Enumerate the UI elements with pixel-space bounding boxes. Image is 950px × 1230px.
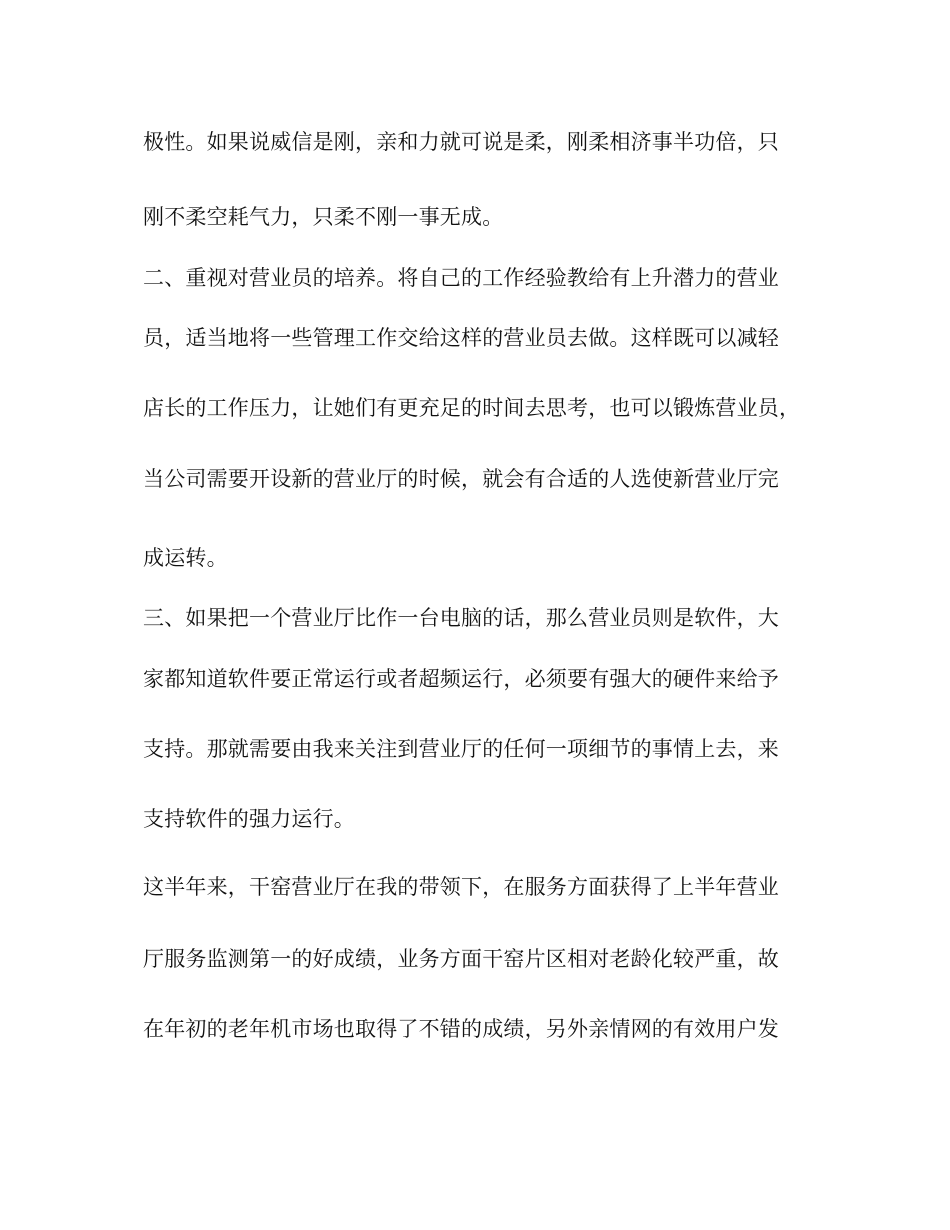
text-line: 二、重视对营业员的培养。将自己的工作经验教给有上升潜力的营业 [143, 266, 779, 290]
text-line: 员，适当地将一些管理工作交给这样的营业员去做。这样既可以减轻 [143, 326, 779, 350]
text-line: 当公司需要开设新的营业厅的时候，就会有合适的人选使新营业厅完 [143, 467, 779, 491]
text-line: 家都知道软件要正常运行或者超频运行，必须要有强大的硬件来给予 [143, 667, 779, 691]
text-line: 三、如果把一个营业厅比作一台电脑的话，那么营业员则是软件，大 [143, 606, 779, 630]
text-line: 厅服务监测第一的好成绩，业务方面干窑片区相对老龄化较严重，故 [143, 947, 779, 971]
text-line: 店长的工作压力，让她们有更充足的时间去思考，也可以锻炼营业员， [143, 396, 801, 420]
text-line: 刚不柔空耗气力，只柔不刚一事无成。 [143, 205, 504, 229]
text-line: 这半年来，干窑营业厅在我的带领下，在服务方面获得了上半年营业 [143, 875, 779, 899]
text-line: 支持。那就需要由我来关注到营业厅的任何一项细节的事情上去，来 [143, 737, 779, 761]
text-line: 成运转。 [143, 546, 228, 570]
text-line: 支持软件的强力运行。 [143, 807, 355, 831]
text-line: 极性。如果说威信是刚，亲和力就可说是柔，刚柔相济事半功倍，只 [143, 130, 779, 154]
text-line: 在年初的老年机市场也取得了不错的成绩，另外亲情网的有效用户发 [143, 1017, 779, 1041]
